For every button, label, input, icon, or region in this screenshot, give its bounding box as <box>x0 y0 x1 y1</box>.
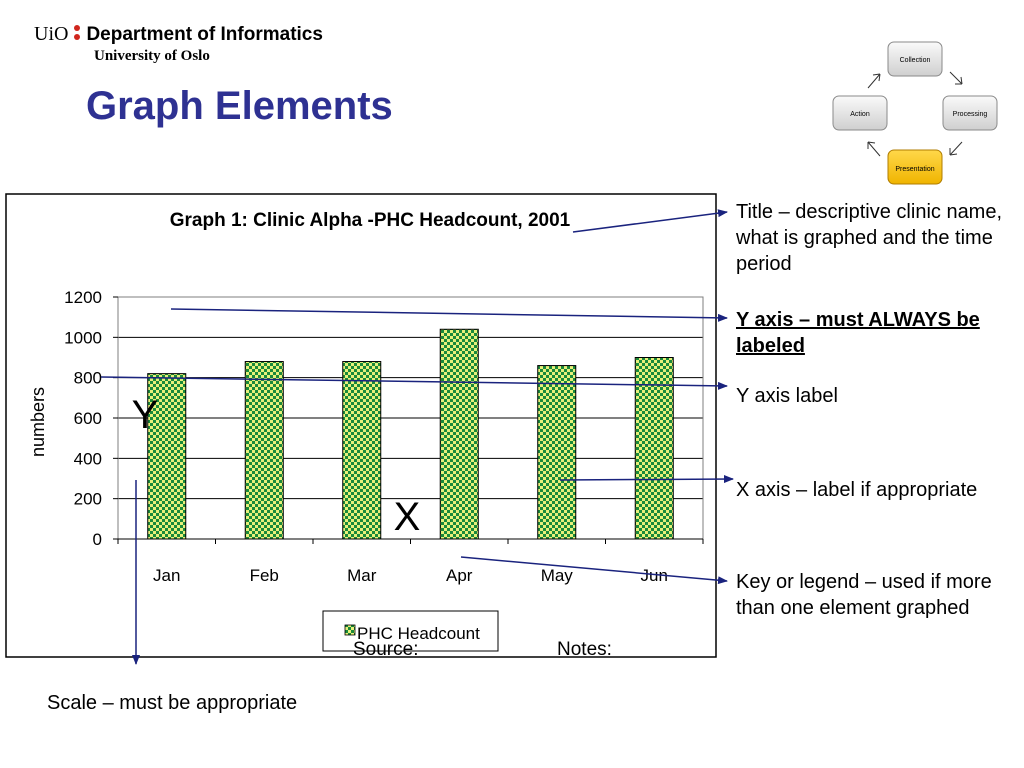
y-tick-label-200: 200 <box>73 489 102 509</box>
arrow-to-xaxis-note <box>560 479 733 480</box>
chart-notes-label: Notes: <box>557 639 612 660</box>
chart-title: Graph 1: Clinic Alpha -PHC Headcount, 2001 <box>169 210 571 231</box>
bar-apr <box>440 329 478 539</box>
x-tick-label-apr: Apr <box>446 566 473 585</box>
annotation-y-axis-label: Y axis label <box>736 385 838 407</box>
legend-swatch <box>345 625 355 635</box>
x-tick-label-may: May <box>540 566 573 585</box>
slide-title: Graph Elements <box>86 84 393 128</box>
y-tick-label-400: 400 <box>73 449 102 469</box>
y-tick-label-1000: 1000 <box>64 328 102 348</box>
annotation-legend: Key or legend – used if more than one element graphed <box>736 571 992 619</box>
overlay-letter-x: X <box>393 495 421 539</box>
cycle-node-presentation-label: Presentation <box>895 166 935 173</box>
chart-source-label: Source: <box>353 639 419 660</box>
y-tick-label-800: 800 <box>73 368 102 388</box>
x-tick-label-jan: Jan <box>153 566 181 585</box>
logo-university: University of Oslo <box>94 48 210 64</box>
y-tick-label-1200: 1200 <box>64 288 102 307</box>
logo-department: Department of Informatics <box>86 24 323 45</box>
annotation-scale: Scale – must be appropriate <box>47 692 298 714</box>
y-tick-label-600: 600 <box>73 409 102 428</box>
overlay-letter-y: Y <box>131 393 159 437</box>
y-tick-label-0: 0 <box>92 530 102 549</box>
x-tick-label-jun: Jun <box>640 566 668 585</box>
x-tick-label-feb: Feb <box>249 566 279 585</box>
annotation-title: Title – descriptive clinic name, what is graphed and the time period <box>736 201 1003 275</box>
y-axis-label: numbers <box>28 386 48 458</box>
legend-label: PHC Headcount <box>357 624 480 643</box>
cycle-node-processing-label: Processing <box>952 111 988 118</box>
bar-feb <box>245 362 283 539</box>
logo-uio-text: UiO <box>34 23 69 45</box>
annotation-y-axis: Y axis – must ALWAYS be labeled <box>736 309 980 357</box>
cycle-node-action-label: Action <box>850 111 870 118</box>
annotation-x-axis: X axis – label if appropriate <box>736 479 978 501</box>
bar-may <box>538 366 576 539</box>
x-tick-label-mar: Mar <box>347 566 377 585</box>
bar-mar <box>343 362 381 539</box>
cycle-node-collection-label: Collection <box>899 57 931 64</box>
